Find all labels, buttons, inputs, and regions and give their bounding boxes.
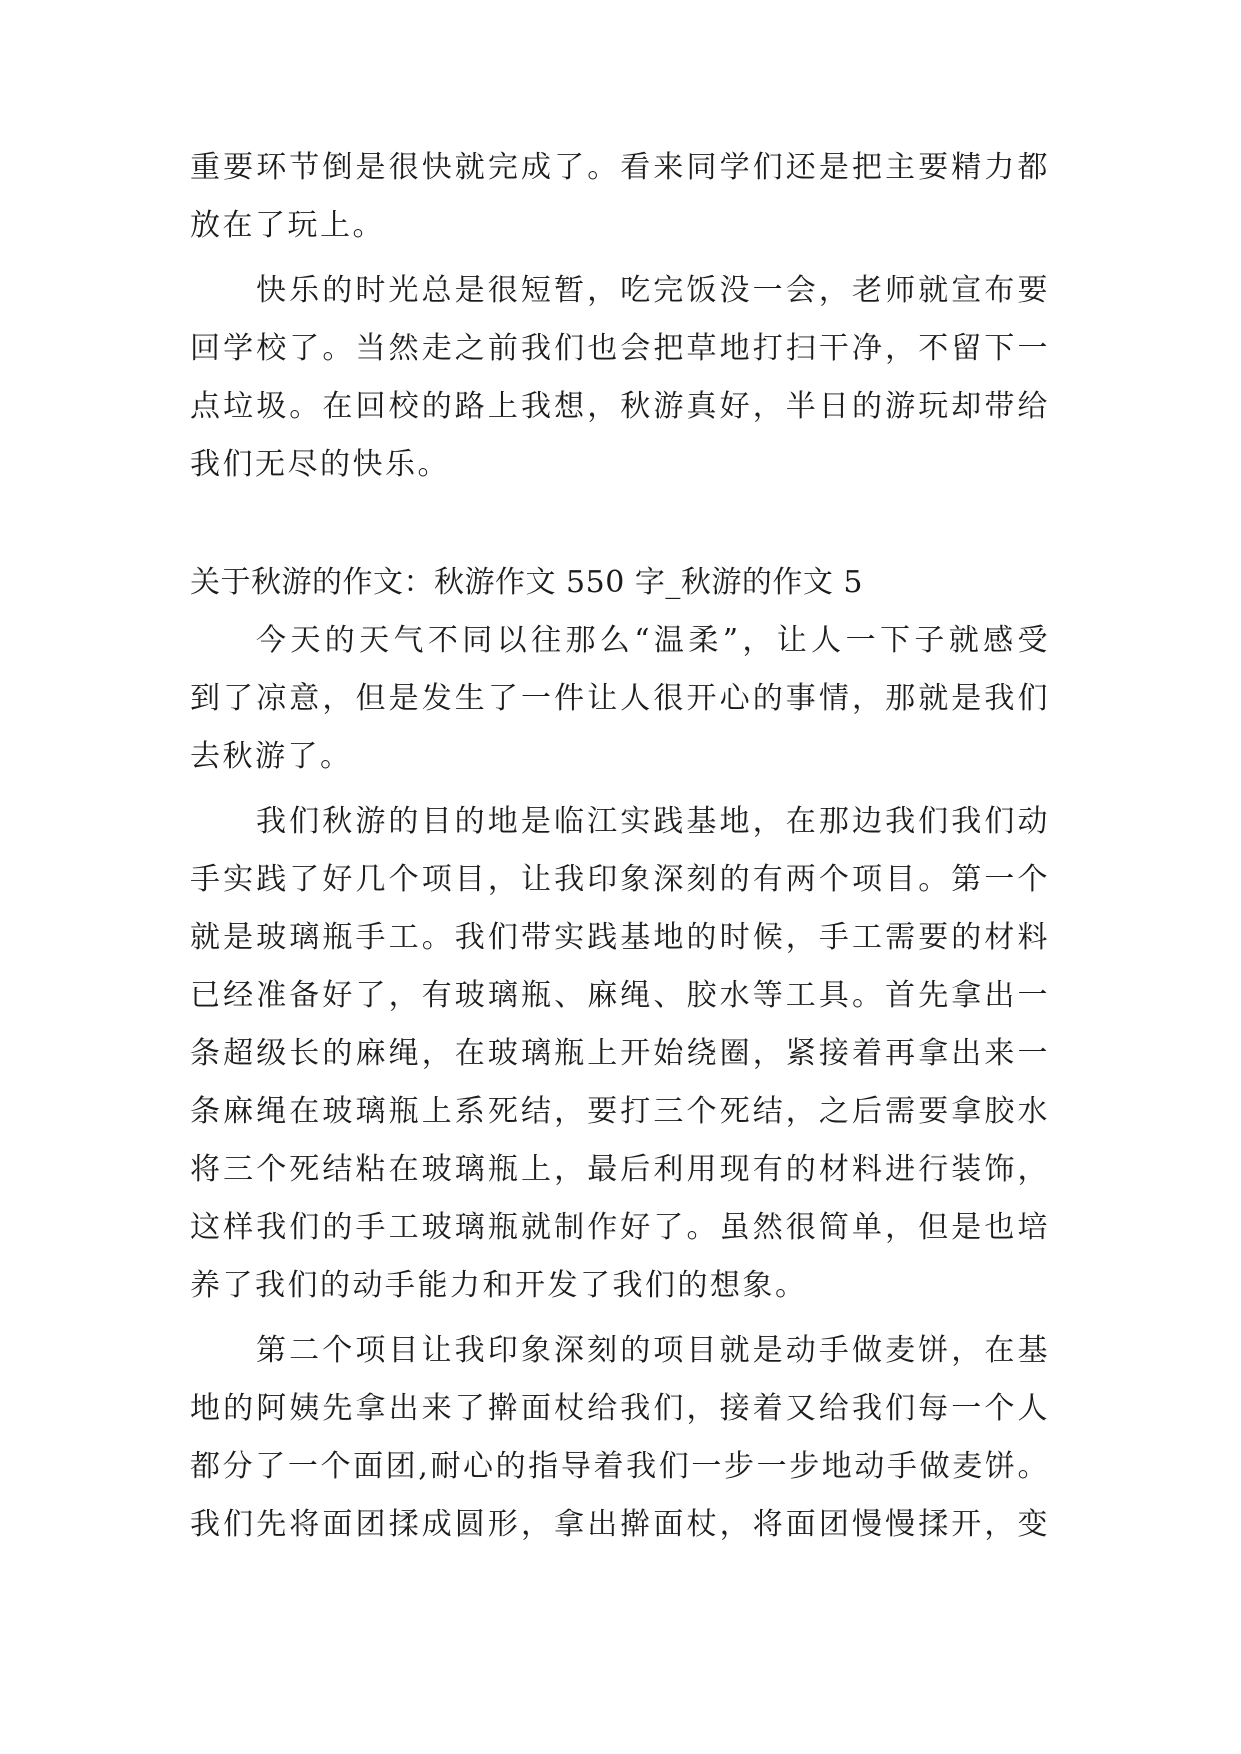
text-line: 地的阿姨先拿出来了擀面杖给我们，接着又给我们每一个人 <box>190 1391 1050 1426</box>
text-line: 条麻绳在玻璃瓶上系死结，要打三个死结，之后需要拿胶水 <box>190 1094 1050 1129</box>
text-line: 今天的天气不同以往那么“温柔”，让人一下子就感受 <box>256 623 1050 658</box>
text-line: 这样我们的手工玻璃瓶就制作好了。虽然很简单，但是也培 <box>190 1210 1050 1245</box>
text-line: 去秋游了。 <box>190 739 353 774</box>
text-line: 我们无尽的快乐。 <box>190 447 450 482</box>
text-line: 我们先将面团揉成圆形，拿出擀面杖，将面团慢慢揉开，变 <box>190 1507 1050 1542</box>
text-line: 放在了玩上。 <box>190 208 385 243</box>
section-heading: 关于秋游的作文：秋游作文 550 字_秋游的作文 5 <box>190 565 863 600</box>
text-line: 快乐的时光总是很短暂，吃完饭没一会，老师就宣布要 <box>256 273 1050 308</box>
text-line: 养了我们的动手能力和开发了我们的想象。 <box>190 1268 808 1303</box>
text-line: 都分了一个面团,耐心的指导着我们一步一步地动手做麦饼。 <box>190 1449 1050 1484</box>
text-line: 点垃圾。在回校的路上我想，秋游真好，半日的游玩却带给 <box>190 389 1050 424</box>
text-line: 将三个死结粘在玻璃瓶上，最后利用现有的材料进行装饰， <box>190 1152 1050 1187</box>
text-line: 已经准备好了，有玻璃瓶、麻绳、胶水等工具。首先拿出一 <box>190 978 1050 1013</box>
text-line: 手实践了好几个项目，让我印象深刻的有两个项目。第一个 <box>190 862 1050 897</box>
text-line: 到了凉意，但是发生了一件让人很开心的事情，那就是我们 <box>190 681 1050 716</box>
text-line: 就是玻璃瓶手工。我们带实践基地的时候，手工需要的材料 <box>190 920 1050 955</box>
text-line: 第二个项目让我印象深刻的项目就是动手做麦饼，在基 <box>256 1333 1050 1368</box>
text-line: 回学校了。当然走之前我们也会把草地打扫干净，不留下一 <box>190 331 1050 366</box>
text-line: 我们秋游的目的地是临江实践基地，在那边我们我们动 <box>256 804 1050 839</box>
text-line: 重要环节倒是很快就完成了。看来同学们还是把主要精力都 <box>190 150 1050 185</box>
text-line: 条超级长的麻绳，在玻璃瓶上开始绕圈，紧接着再拿出来一 <box>190 1036 1050 1071</box>
